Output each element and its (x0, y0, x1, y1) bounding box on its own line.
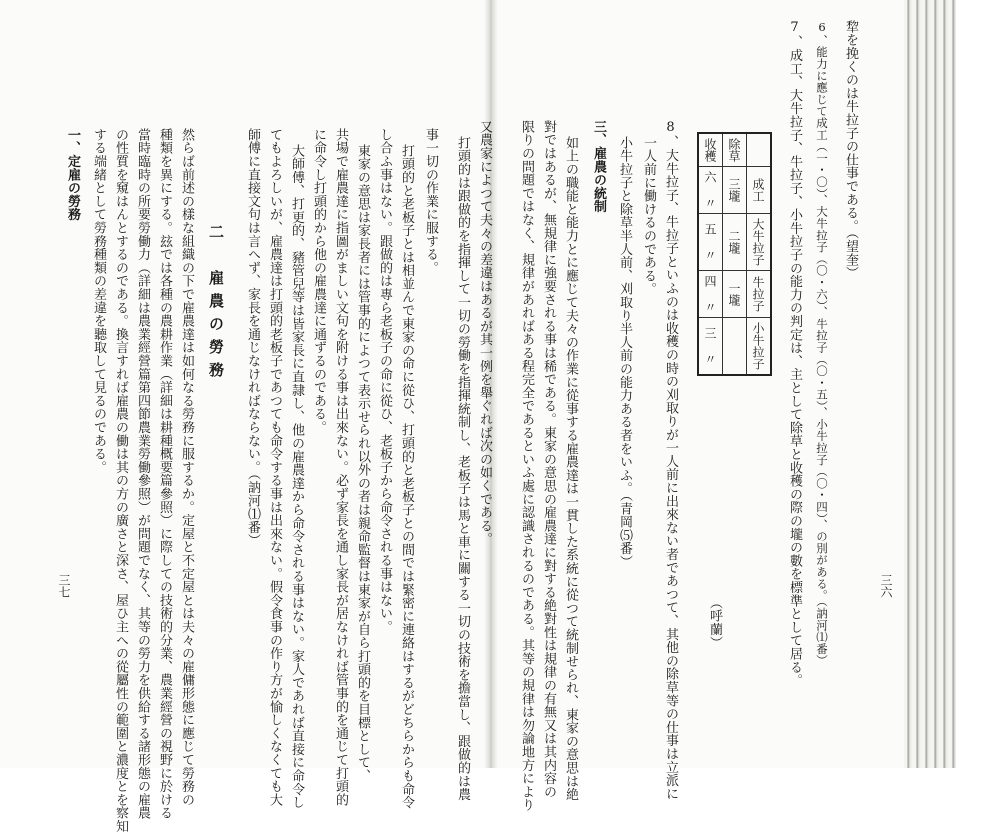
left-body-14: する端緒として勞務種類の差違を聽取して見るのである。 (91, 128, 106, 474)
table-row: 除草 三壠 二壠 一壠 (723, 133, 747, 375)
left-body-12: 當時臨時の所要勞働力（詳細は農業經營篇第四節農業勞働參照）が問題でなく、其等の勞力を供給する諸形態の雇農 (135, 128, 150, 820)
right-line-3: 7、成工、大牛拉子、牛拉子、小牛拉子の能力の判定は、主として除草と收穫の際の壠の數を標準として居る。 (787, 20, 802, 687)
left-body-9: 師傅に直接文句は言へず、家長を通じなければならない。（訥河⑴番） (245, 128, 260, 548)
left-body-7: 大師傅、打更的、豬管兒等は皆家長に直隷し、他の雇農達から命令される事はない。家人であれば直接に命令し (289, 144, 304, 809)
left-body-8: てもよろしいが、雇農達は打頭的老板子であつても命令する事は出來ない。假令食事の作り方が愉しくなくても大 (267, 128, 282, 807)
scan-margin (956, 0, 982, 768)
right-line-2: 6、能力に應じて成工（一・〇）、大牛拉子（〇・六）、牛拉子（〇・五）、小牛拉子（〇・四）、の別がある。（訥河⑴番） (815, 20, 829, 667)
chapter-heading: 二 雇農の勞務 (207, 224, 225, 385)
left-body-11: 種類を異にする。玆では各種の農耕作業（詳細は耕種概要篇參照）に際しての技術的分業、農業經營の視野に於ける (157, 128, 172, 820)
left-body-4: 東家の意思は家長者には管事的によつて表示せられ以外の者は親命監督は東家が自ら打頭的を目標として、 (355, 144, 370, 783)
right-line-8: 8、大牛拉子、牛拉子といふのは收穫の時の刈取りが一人前に出來ない者であつて、其他の除草等の仕事は立派に (663, 120, 678, 801)
table-row: 收穫 六 〃 五 〃 四 〃 三 〃 (698, 133, 723, 375)
section-heading-control: 三、雇農の統制 (591, 120, 606, 214)
section-heading-permanent: 一、定雇の勞務 (65, 128, 80, 222)
left-body-10: 然らば前述の樣な組織の下で雇農達は如何なる勞務に服するか。定屋と不定屋とは夫々の雇傭形態に應じて勞務の (179, 128, 194, 807)
left-body-6: に命令し打頭的から他の雇農達に通ずるのである。 (311, 128, 326, 434)
right-body-2: 對ではあるが、無規律に強要される事は稀である。東家の意思の雇農達に對する絶對性は規律の有無又は其内容の (541, 120, 556, 799)
right-body-3: 限りの問題ではなく、規律があればある程完全であるといふ處に認識されるのである。其等の規律は勿論地方により (519, 120, 534, 812)
right-body-1: 如上の職能と能力とに應じて夫々の作業に從事する雇農達は一貫した系統に從つて統制せられ、東家の意思は絶 (563, 136, 578, 801)
left-body-2: 打頭的と老板子とは相並んで東家の命に從ひ、打頭的と老板子との間では緊密に連絡はするがどちらからも命令 (399, 144, 414, 809)
right-line-1: 犂を挽くのは牛拉子の仕事である。（望奎） (843, 20, 858, 280)
table-row: 成工 大牛拉子 牛拉子 小牛拉子 (747, 133, 772, 375)
right-body-4: 又農家によつて夫々の差違はあるが其一例を舉ぐれば次の如くである。 (477, 120, 492, 546)
table-note: （呼蘭） (707, 596, 722, 650)
left-body-13: の性質を窺はんとするのである。換言すれば雇農の働は其の方の廣さと深さ、屋ひ主への從屬性の範圍と濃度とを察知 (113, 128, 128, 833)
left-body-3: し合ふ事はない。跟做的は專ら老板子の命に從ひ、老板子から命令される事はない。 (377, 128, 392, 634)
right-body-5: 打頭的は跟做的を指揮して一切の勞働を指揮統制し、老板子は馬と車に關する一切の技術を擔當し、跟做的は農 (455, 136, 470, 801)
left-body-5: 共場で雇農達に指圖がましい文句を附ける事は出來ない。必ず家長を通し家長が居なければ管事的を通じて打頭的 (333, 128, 348, 807)
right-line-8c: 小牛拉子と除草半人前、刈取り半人前の能力ある者をいふ。（青岡⑸番） (617, 136, 632, 569)
right-line-8b: 一人前に働けるのである。 (641, 136, 656, 296)
left-body-1: 事一切の作業に服する。 (423, 128, 438, 275)
labor-capacity-table (697, 132, 772, 376)
right-page-number: 三六 (879, 574, 893, 598)
left-page-number: 三七 (57, 574, 71, 598)
